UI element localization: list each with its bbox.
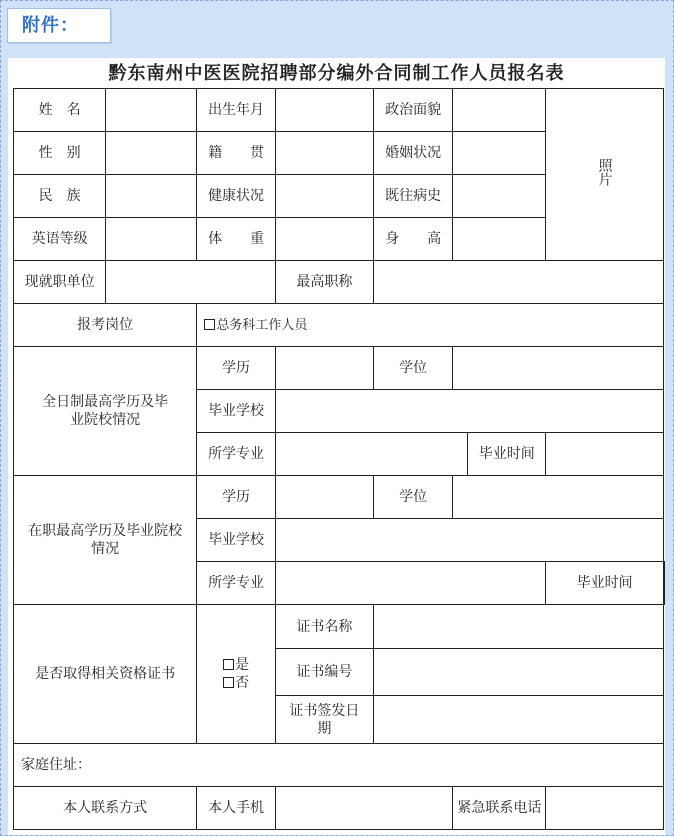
position-option[interactable] [197, 304, 664, 347]
field-height[interactable] [453, 218, 546, 261]
label-cert-date: 证书签发日期 [275, 696, 373, 744]
position-option-label: 总务科工作人员 [216, 317, 308, 333]
field-health[interactable] [275, 175, 373, 218]
label-weight: 体 重 [197, 218, 275, 261]
registration-table [13, 88, 665, 830]
field-ft-degree-level[interactable] [275, 347, 373, 390]
position-checkbox[interactable] [204, 319, 215, 330]
field-is-degree[interactable] [453, 476, 664, 519]
cert-yes-no [197, 605, 275, 744]
label-is-degree-level: 学历 [197, 476, 275, 519]
label-native: 籍 贯 [197, 132, 275, 175]
field-ft-degree[interactable] [453, 347, 664, 390]
field-ethnic[interactable] [106, 175, 197, 218]
label-cert-name: 证书名称 [275, 605, 373, 649]
field-is-grad-time[interactable] [664, 562, 665, 605]
label-gender: 性 别 [14, 132, 106, 175]
cert-no-option[interactable] [197, 674, 274, 692]
field-ft-school[interactable] [275, 390, 663, 433]
cert-yes-option[interactable] [197, 656, 274, 674]
field-top-title[interactable] [373, 261, 663, 304]
label-mobile: 本人手机 [197, 787, 275, 830]
field-is-school[interactable] [275, 519, 663, 562]
label-birth: 出生年月 [197, 89, 275, 132]
label-ft-degree: 学位 [373, 347, 452, 390]
field-english[interactable] [106, 218, 197, 261]
label-health: 健康状况 [197, 175, 275, 218]
label-ft-grad-time: 毕业时间 [468, 433, 546, 476]
photo-box[interactable] [546, 89, 664, 261]
label-ft-degree-level: 学历 [197, 347, 275, 390]
label-is-major: 所学专业 [197, 562, 275, 605]
label-emergency: 紧急联系电话 [453, 787, 546, 830]
field-is-degree-level[interactable] [275, 476, 373, 519]
field-address[interactable]: 家庭住址： [14, 744, 664, 787]
label-political: 政治面貌 [373, 89, 452, 132]
field-native[interactable] [275, 132, 373, 175]
field-history[interactable] [453, 175, 546, 218]
field-mobile[interactable] [275, 787, 453, 830]
cert-no-checkbox[interactable] [223, 677, 234, 688]
cert-yes-label: 是 [235, 657, 250, 673]
cert-no-label: 否 [235, 675, 250, 691]
field-marital[interactable] [453, 132, 546, 175]
registration-form-page [8, 58, 665, 835]
field-employer[interactable] [106, 261, 276, 304]
field-ft-grad-time[interactable] [546, 433, 664, 476]
label-marital: 婚姻状况 [373, 132, 452, 175]
label-history: 既往病史 [373, 175, 452, 218]
photo-label: 照片 [596, 158, 613, 186]
label-ethnic: 民 族 [14, 175, 106, 218]
label-is-school: 毕业学校 [197, 519, 275, 562]
label-name: 姓 名 [14, 89, 106, 132]
label-contact: 本人联系方式 [14, 787, 197, 830]
field-cert-name[interactable] [373, 605, 663, 649]
label-cert-section: 是否取得相关资格证书 [14, 605, 197, 744]
label-is-grad-time: 毕业时间 [546, 562, 664, 605]
field-ft-major[interactable] [275, 433, 467, 476]
label-is-degree: 学位 [373, 476, 452, 519]
field-emergency[interactable] [546, 787, 664, 830]
field-political[interactable] [453, 89, 546, 132]
field-name[interactable] [106, 89, 197, 132]
field-birth[interactable] [275, 89, 373, 132]
label-ft-school: 毕业学校 [197, 390, 275, 433]
cert-yes-checkbox[interactable] [223, 659, 234, 670]
field-gender[interactable] [106, 132, 197, 175]
attachment-tag: 附件： [7, 8, 111, 43]
field-weight[interactable] [275, 218, 373, 261]
label-cert-no: 证书编号 [275, 649, 373, 696]
field-cert-date[interactable] [373, 696, 663, 744]
field-is-major[interactable] [275, 562, 546, 605]
label-english: 英语等级 [14, 218, 106, 261]
label-position: 报考岗位 [14, 304, 197, 347]
label-ft-major: 所学专业 [197, 433, 275, 476]
label-inservice-section: 在职最高学历及毕业院校情况 [14, 476, 197, 605]
field-cert-no[interactable] [373, 649, 663, 696]
label-height: 身 高 [373, 218, 452, 261]
label-fulltime-section: 全日制最高学历及毕业院校情况 [14, 347, 197, 476]
label-top-title: 最高职称 [275, 261, 373, 304]
label-employer: 现就职单位 [14, 261, 106, 304]
form-title: 黔东南州中医医院招聘部分编外合同制工作人员报名表 [108, 63, 565, 84]
